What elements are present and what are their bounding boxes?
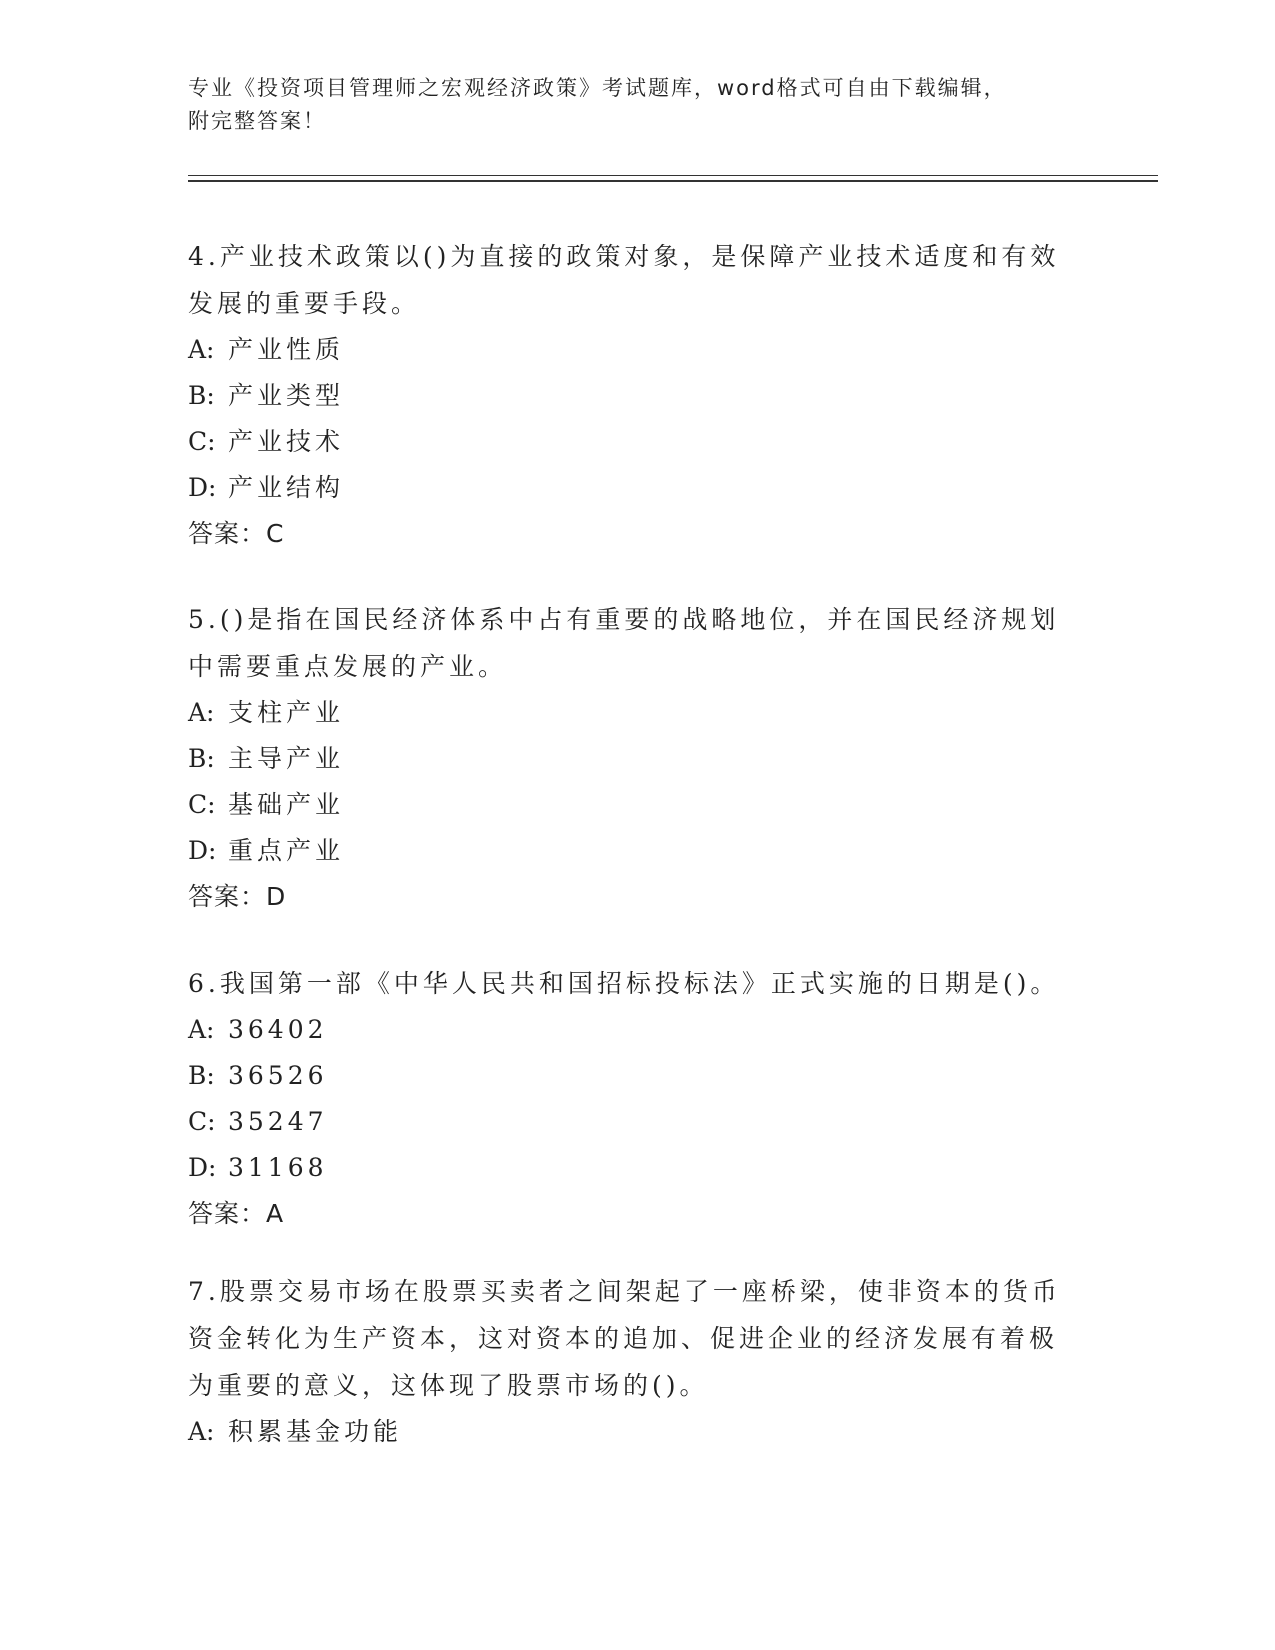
option-letter: A: [188, 698, 215, 727]
option-letter: A: [188, 335, 215, 364]
option-letter: D: [188, 836, 217, 865]
option-b [188, 1053, 1068, 1099]
option-letter: D: [188, 1153, 217, 1182]
option-d [188, 1145, 1068, 1191]
option-text: 31168 [228, 1153, 328, 1182]
option-text: 积累基金功能 [228, 1417, 403, 1446]
header-line-1: 专业《投资项目管理师之宏观经济政策》考试题库，word格式可自由下载编辑， [188, 76, 1007, 100]
option-letter: D: [188, 473, 217, 502]
option-text: 产业类型 [228, 381, 345, 410]
question-6 [188, 960, 1068, 1237]
option-d [188, 828, 1068, 874]
option-text: 产业技术 [228, 427, 345, 456]
option-letter: C: [188, 790, 216, 819]
option-c [188, 1099, 1068, 1145]
question-text: 7.股票交易市场在股票买卖者之间架起了一座桥梁，使非资本的货币资金转化为生产资本，这对资本的追加、促进企业的经济发展有着极为重要的意义，这体现了股票市场的()。 [188, 1277, 1061, 1400]
option-letter: C: [188, 427, 216, 456]
option-a [188, 327, 1068, 373]
question-text: 6.我国第一部《中华人民共和国招标投标法》正式实施的日期是()。 [188, 969, 1060, 998]
option-text: 36526 [228, 1061, 328, 1090]
option-letter: B: [188, 381, 215, 410]
question-text: 4.产业技术政策以()为直接的政策对象，是保障产业技术适度和有效发展的重要手段。 [188, 242, 1060, 318]
header-divider-thin [188, 175, 1158, 176]
answer-line: 答案：A [188, 1199, 285, 1228]
option-b [188, 373, 1068, 419]
header-line-2: 附完整答案！ [188, 109, 326, 133]
answer-line: 答案：C [188, 519, 285, 548]
option-letter: C: [188, 1107, 216, 1136]
option-a [188, 690, 1068, 736]
option-letter: A: [188, 1417, 215, 1446]
option-letter: A: [188, 1015, 215, 1044]
option-text: 35247 [228, 1107, 328, 1136]
question-4 [188, 233, 1068, 557]
answer-line: 答案：D [188, 882, 287, 911]
question-7 [188, 1268, 1068, 1455]
option-text: 基础产业 [228, 790, 345, 819]
question-text: 5.()是指在国民经济体系中占有重要的战略地位，并在国民经济规划中需要重点发展的产业。 [188, 605, 1060, 681]
document-header [188, 72, 1068, 138]
question-5 [188, 596, 1068, 920]
option-b [188, 736, 1068, 782]
option-a [188, 1007, 1068, 1053]
option-c [188, 782, 1068, 828]
option-a [188, 1409, 1068, 1455]
option-text: 主导产业 [228, 744, 345, 773]
option-text: 产业性质 [228, 335, 345, 364]
option-text: 36402 [228, 1015, 328, 1044]
option-text: 重点产业 [228, 836, 345, 865]
option-letter: B: [188, 744, 215, 773]
option-text: 产业结构 [228, 473, 345, 502]
option-c [188, 419, 1068, 465]
option-letter: B: [188, 1061, 215, 1090]
option-d [188, 465, 1068, 511]
option-text: 支柱产业 [228, 698, 345, 727]
header-divider-thick [188, 180, 1158, 182]
